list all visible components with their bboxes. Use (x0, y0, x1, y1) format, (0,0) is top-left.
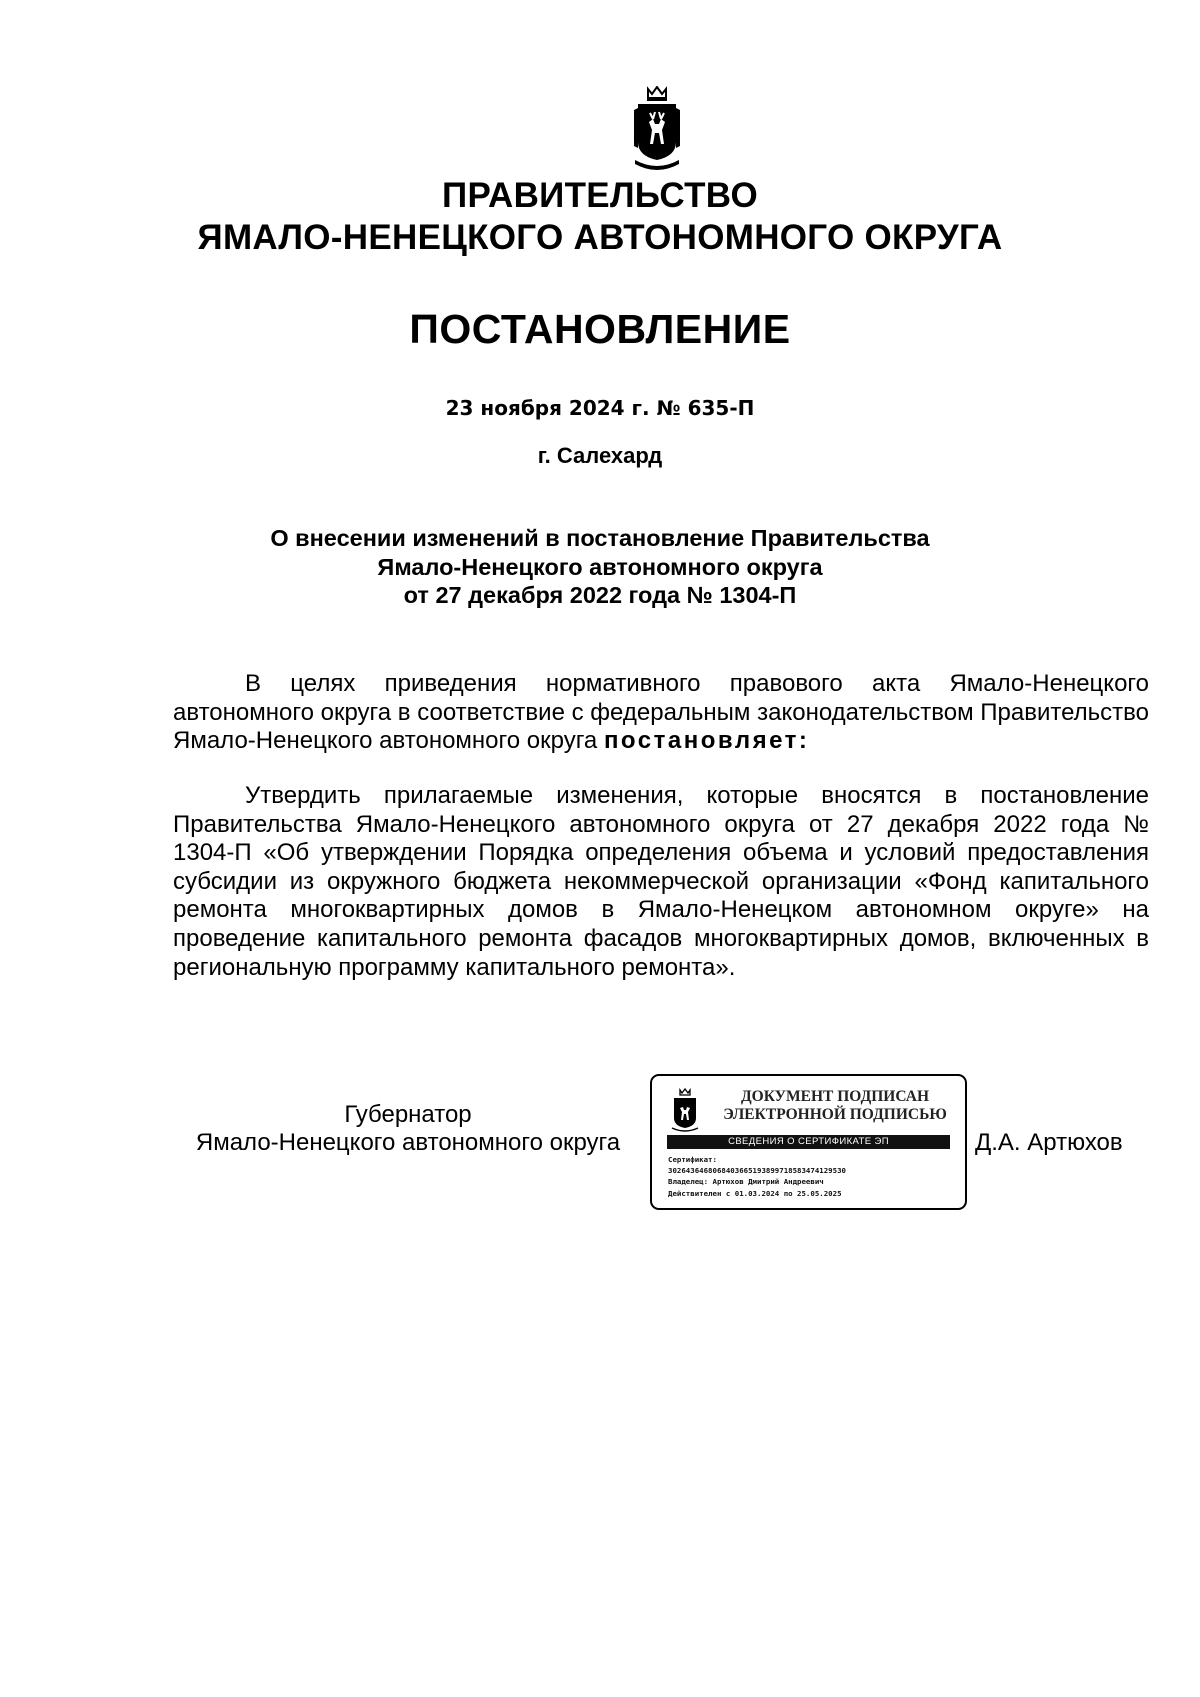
stamp-title-line: ДОКУМЕНТ ПОДПИСАН (740, 1088, 930, 1105)
subject-line: Ямало-Ненецкого автономного округа (377, 553, 823, 580)
document-type: ПОСТАНОВЛЕНИЕ (409, 306, 791, 352)
certificate-validity: Действителен с 01.03.2024 по 25.05.2025 (668, 1188, 842, 1198)
certificate-details (668, 1154, 846, 1199)
document-city: г. Салехард (537, 443, 663, 468)
document-date-number: 23 ноября 2024 г. № 635-П (445, 396, 755, 420)
stamp-coat-of-arms-icon (668, 1088, 702, 1132)
certificate-number: 3026436468068403665193899718583474129530 (668, 1166, 846, 1176)
signatory-title-line: Ямало-Ненецкого автономного округа (195, 1129, 621, 1156)
signatory-title (173, 1101, 643, 1157)
subject-line: от 27 декабря 2022 года № 1304-П (403, 582, 797, 608)
certificate-owner: Владелец: Артюхов Дмитрий Андреевич (668, 1177, 824, 1187)
stamp-title-line: ЭЛЕКТРОННОЙ ПОДПИСЬЮ (723, 1106, 947, 1123)
signatory-name: Д.А. Артюхов (975, 1129, 1123, 1156)
certificate-info-bar: СВЕДЕНИЯ О СЕРТИФИКАТЕ ЭП (667, 1135, 950, 1149)
stamp-title (710, 1088, 960, 1124)
document-subject (0, 524, 1200, 610)
electronic-signature-stamp (650, 1074, 967, 1210)
resolves-keyword: постановляет: (603, 727, 810, 755)
signatory-title-line: Губернатор (344, 1101, 472, 1128)
preamble-paragraph (173, 670, 1149, 756)
certificate-label: Сертификат: (668, 1155, 717, 1164)
subject-line: О внесении изменений в постановление Правительства (270, 525, 930, 551)
coat-of-arms-icon (629, 86, 685, 170)
resolution-paragraph: Утвердить прилагаемые изменения, которые вносятся в постановление Правительства Ямало-Ненецкого автономного округа от 27 декабря 2022 года № 1304-П «Об утверждении Порядка определения объема и условий предоставления субсидии из окружного бюджета некоммерческой организации «Фонд капитального ремонта многоквартирных домов в Ямало-Ненецком автономном округе» на проведение капитального ремонта фасадов многоквартирных домов, включенных в региональную программу капитального ремонта». (173, 782, 1149, 981)
org-name-line2: ЯМАЛО-НЕНЕЦКОГО АВТОНОМНОГО ОКРУГА (197, 218, 1003, 257)
org-name-line1: ПРАВИТЕЛЬСТВО (441, 176, 758, 215)
preamble-text: В целях приведения нормативного правового акта Ямало-Ненецкого автономного округа в соответствие с федеральным законодательством Правительство Ямало-Ненецкого автономного округа (173, 670, 1149, 755)
